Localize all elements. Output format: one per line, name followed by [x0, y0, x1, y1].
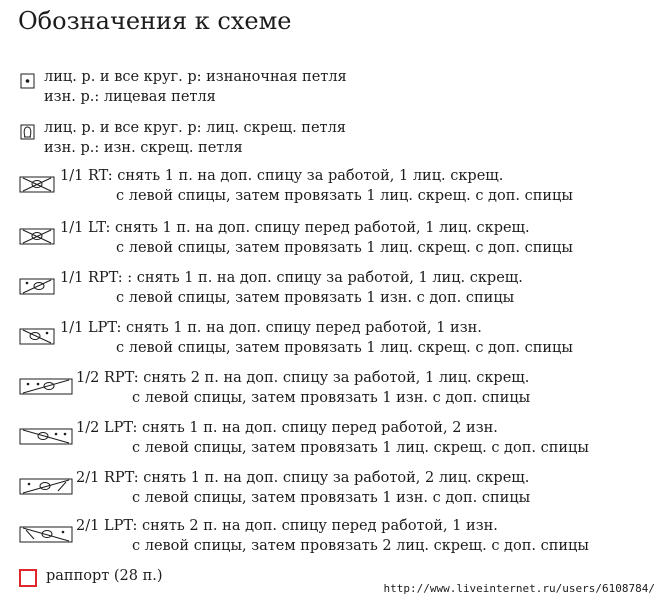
legend-line: с левой спицы, затем провязать 1 изн. с доп. спицы: [132, 390, 531, 406]
legend-line: изн. р.: изн. скрещ. петля: [44, 140, 243, 156]
legend-entry-1-1-rt: [18, 166, 653, 206]
cable-1-1-rt-icon: [18, 172, 58, 196]
legend-line: 1/1 RT: снять 1 п. на доп. спицу за работой, 1 лиц. скрещ.: [60, 168, 504, 184]
watermark-url: http://www.liveinternet.ru/users/6108784/: [383, 582, 655, 595]
legend-entry-1-2-rpt: [18, 368, 653, 408]
legend-line: лиц. р. и все круг. р: изнаночная петля: [44, 69, 347, 85]
legend-line: 1/2 LPT: снять 1 п. на доп. спицу перед работой, 2 изн.: [76, 420, 498, 436]
repeat-box-icon: [18, 568, 40, 590]
legend-entry-1-1-rpt: [18, 268, 653, 308]
legend-entry-1-2-lpt: [18, 418, 653, 458]
cable-2-1-rpt-icon: [18, 474, 76, 498]
legend-entry-2-1-lpt: [18, 516, 653, 556]
legend-line: с левой спицы, затем провязать 1 изн. с доп. спицы: [116, 290, 515, 306]
legend-line: с левой спицы, затем провязать 1 изн. с доп. спицы: [132, 490, 531, 506]
legend-line: с левой спицы, затем провязать 1 лиц. скрещ. с доп. спицы: [116, 240, 573, 256]
cable-1-1-rpt-icon: [18, 274, 58, 298]
legend-line: с левой спицы, затем провязать 1 лиц. скрещ. с доп. спицы: [132, 440, 589, 456]
legend-entry-2-1-rpt: [18, 468, 653, 508]
legend-line: раппорт (28 п.): [46, 568, 163, 584]
legend-line: 1/1 RPT: : снять 1 п. на доп. спицу за работой, 1 лиц. скрещ.: [60, 270, 523, 286]
legend-line: с левой спицы, затем провязать 2 лиц. скрещ. с доп. спицы: [132, 538, 589, 554]
cable-1-2-lpt-icon: [18, 424, 76, 448]
legend-line: 2/1 LPT: снять 2 п. на доп. спицу перед работой, 1 изн.: [76, 518, 498, 534]
legend-entry-1-1-lpt: [18, 318, 653, 358]
twisted-loop-box-icon: [18, 120, 38, 140]
legend-line: с левой спицы, затем провязать 1 лиц. скрещ. с доп. спицы: [116, 188, 573, 204]
cable-1-1-lpt-icon: [18, 324, 58, 348]
legend-entry-purl: [18, 67, 653, 107]
legend-entry-1-1-lt: [18, 218, 653, 258]
legend-line: с левой спицы, затем провязать 1 лиц. скрещ. с доп. спицы: [116, 340, 573, 356]
cable-1-2-rpt-icon: [18, 374, 76, 398]
cable-2-1-lpt-icon: [18, 522, 76, 546]
page-title: Обозначения к схеме: [18, 7, 292, 35]
purl-dot-box-icon: [18, 69, 38, 89]
legend-line: лиц. р. и все круг. р: лиц. скрещ. петля: [44, 120, 346, 136]
legend-line: изн. р.: лицевая петля: [44, 89, 216, 105]
legend-line: 1/1 LT: снять 1 п. на доп. спицу перед работой, 1 лиц. скрещ.: [60, 220, 530, 236]
legend-entry-twisted: [18, 118, 653, 158]
legend-line: 1/2 RPT: снять 2 п. на доп. спицу за работой, 1 лиц. скрещ.: [76, 370, 530, 386]
cable-1-1-lt-icon: [18, 224, 58, 248]
legend-line: 2/1 RPT: снять 1 п. на доп. спицу за работой, 2 лиц. скрещ.: [76, 470, 530, 486]
legend-line: 1/1 LPT: снять 1 п. на доп. спицу перед работой, 1 изн.: [60, 320, 482, 336]
